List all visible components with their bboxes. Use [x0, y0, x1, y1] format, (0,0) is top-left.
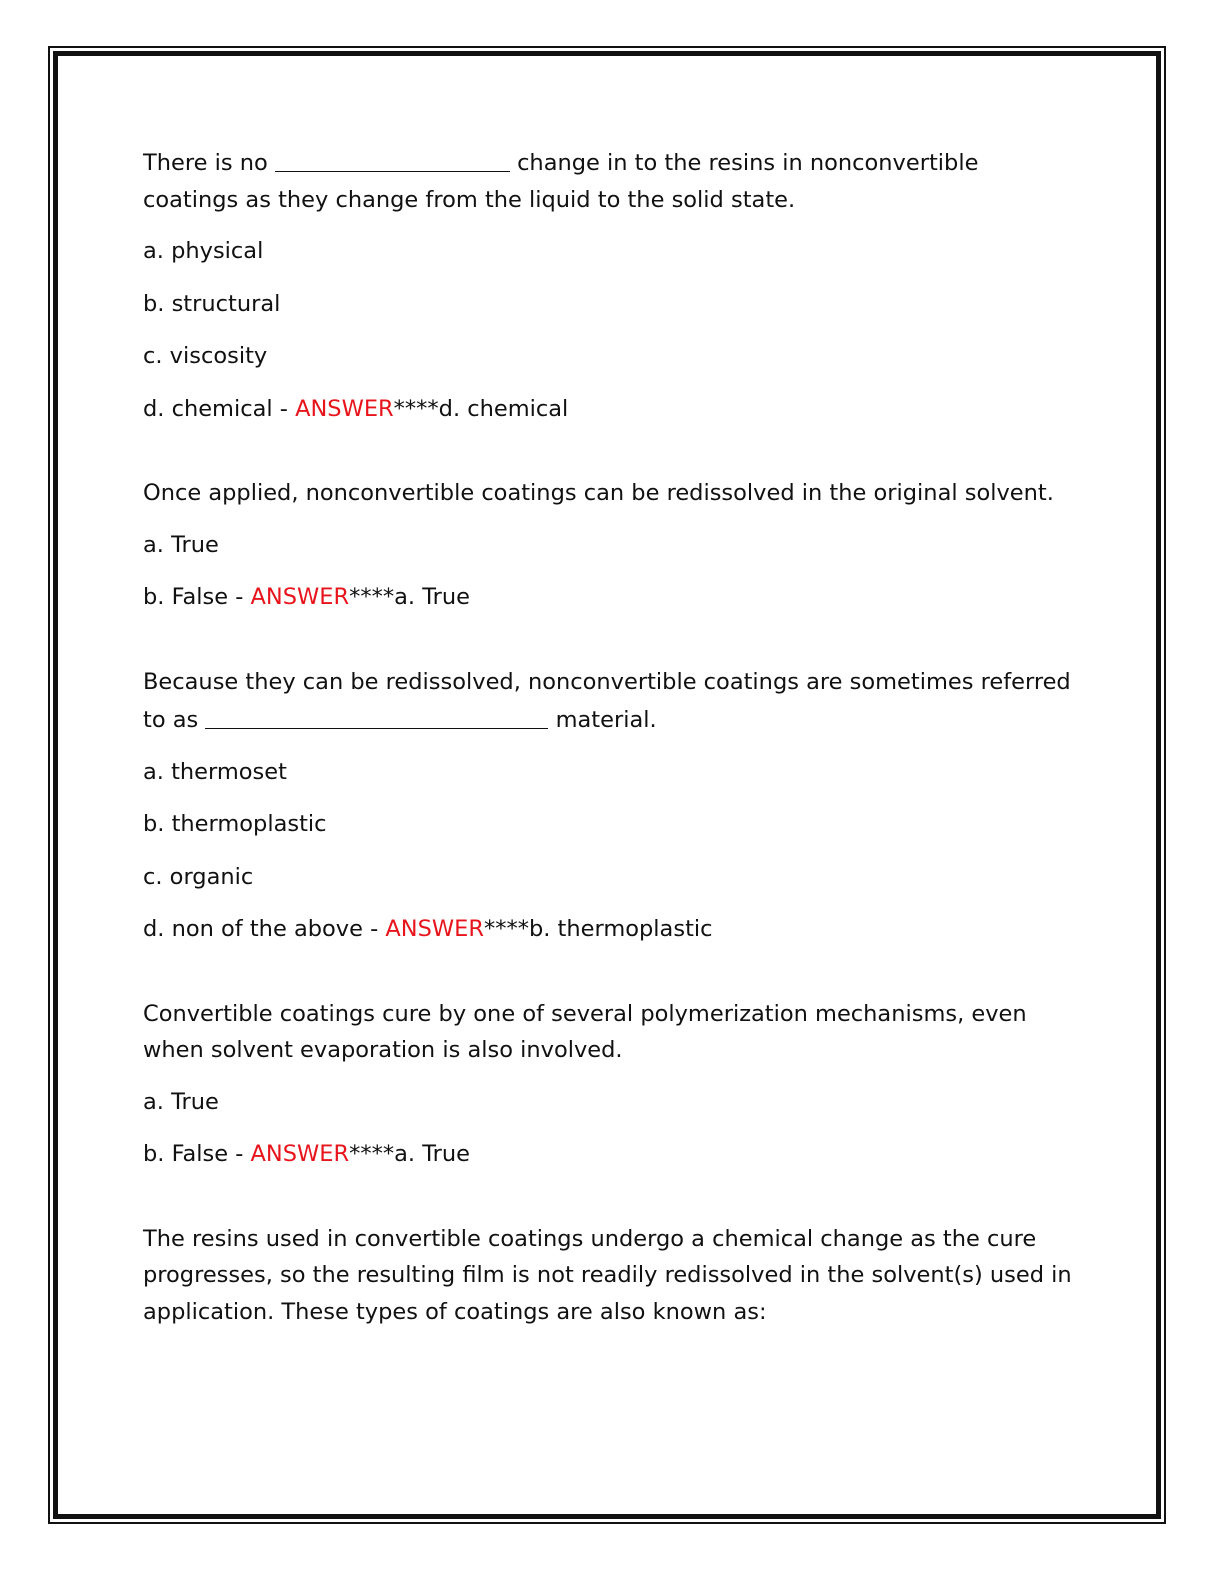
question-3-stem-line-2: [143, 700, 1083, 739]
question-1-stem-text-after: change in to the resins in nonconvertible: [517, 150, 979, 176]
fill-in-blank: [275, 145, 510, 172]
answer-text: ****b. thermoplastic: [483, 916, 713, 942]
answer-text: ****d. chemical: [393, 395, 569, 422]
question-2-stem: [143, 475, 1083, 512]
question-5-stem-line-2: progresses, so the resulting film is not readily redissolved in the solvent(s) used in: [143, 1262, 1072, 1288]
answer-label: ANSWER: [250, 584, 350, 610]
fill-in-blank: [205, 702, 548, 729]
question-4: [143, 996, 1083, 1173]
question-3: [143, 664, 1083, 948]
question-4-option-a: a. True: [143, 1088, 219, 1115]
question-2-option-b-with-answer: [143, 579, 1083, 616]
question-4-option-b: b. False -: [143, 1141, 251, 1167]
question-3-option-b: b. thermoplastic: [143, 811, 327, 837]
answer-text: ****a. True: [349, 1141, 470, 1167]
question-3-stem: [143, 664, 1083, 739]
question-1-option-a: a. physical: [143, 238, 264, 264]
question-5-stem-line-1: The resins used in convertible coatings undergo a chemical change as the cure: [143, 1225, 1037, 1252]
question-4-stem: [143, 996, 1083, 1069]
question-1-option-c: c. viscosity: [143, 343, 268, 369]
question-1-stem-line-2: coatings as they change from the liquid to the solid state.: [143, 186, 796, 213]
answer-label: ANSWER: [250, 1141, 350, 1167]
question-3-option-a: a. thermoset: [143, 758, 287, 785]
question-3-option-d-with-answer: [143, 911, 1083, 948]
question-1: [143, 143, 1083, 427]
question-4-option-b-with-answer: [143, 1136, 1083, 1173]
question-3-option-d: d. non of the above -: [143, 916, 386, 942]
document-content: [143, 143, 1083, 1345]
answer-text: ****a. True: [349, 584, 470, 610]
question-5-stem: [143, 1221, 1083, 1331]
question-1-stem-text-before: There is no: [143, 150, 268, 176]
question-2-option-b: b. False -: [143, 584, 251, 610]
question-1-stem: [143, 143, 1083, 218]
question-1-option-d-with-answer: [143, 391, 1083, 428]
answer-label: ANSWER: [295, 395, 394, 422]
question-1-stem-line-1: [143, 143, 1083, 182]
question-3-stem-text-after: material.: [555, 707, 657, 733]
question-1-option-d: d. chemical -: [143, 395, 296, 422]
question-3-stem-line-1: Because they can be redissolved, nonconvertible coatings are sometimes referred: [143, 668, 1071, 695]
question-4-stem-line-2: when solvent evaporation is also involved.: [143, 1037, 623, 1063]
question-4-stem-line-1: Convertible coatings cure by one of several polymerization mechanisms, even: [143, 1000, 1027, 1027]
question-2-stem-line-1: Once applied, nonconvertible coatings can be redissolved in the original solvent.: [143, 480, 1054, 506]
question-5: [143, 1221, 1083, 1331]
answer-label: ANSWER: [385, 916, 484, 942]
question-5-stem-line-3: application. These types of coatings are also known as:: [143, 1298, 767, 1325]
question-2: [143, 475, 1083, 616]
question-3-option-c: c. organic: [143, 863, 254, 890]
question-2-option-a: a. True: [143, 531, 219, 558]
question-1-option-b: b. structural: [143, 290, 281, 317]
question-3-stem-text-before: to as: [143, 707, 199, 733]
